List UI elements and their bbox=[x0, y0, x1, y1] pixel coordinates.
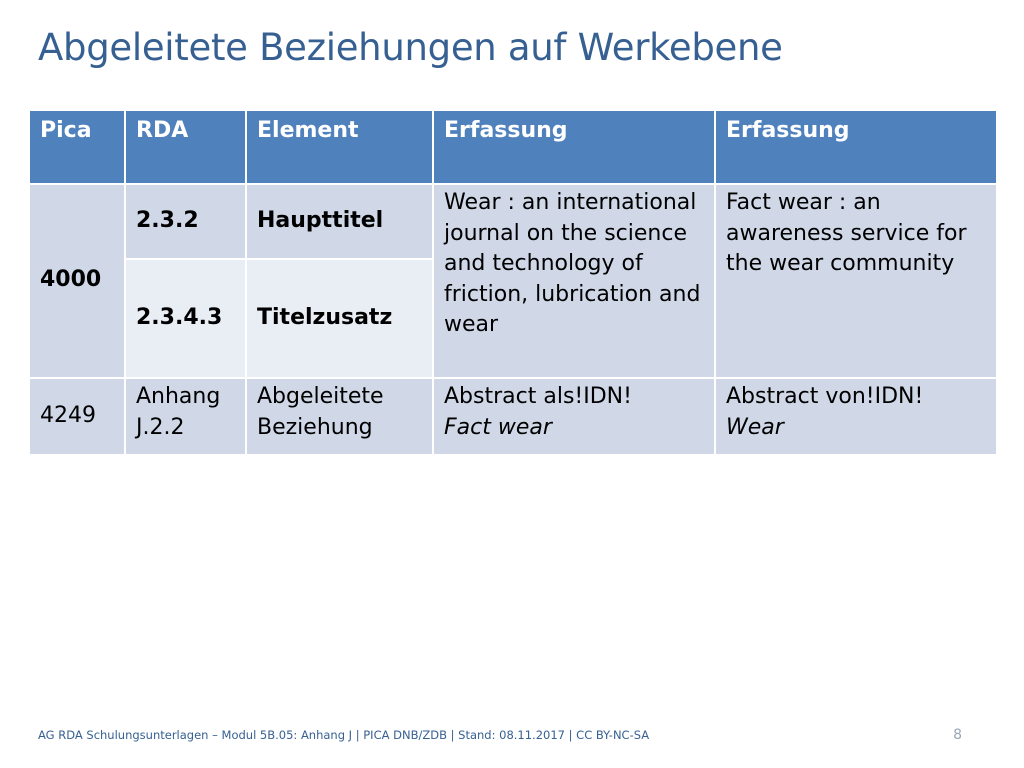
abstract-als-title: Fact wear bbox=[444, 414, 552, 440]
abstract-von-title: Wear bbox=[726, 414, 784, 440]
header-element: Element bbox=[246, 110, 433, 184]
cell-rda-titelzusatz: 2.3.4.3 bbox=[125, 259, 246, 378]
cell-erfassung-abstract-als bbox=[433, 378, 715, 455]
cell-rda-haupttitel: 2.3.2 bbox=[125, 184, 246, 259]
header-erfassung-2: Erfassung bbox=[715, 110, 997, 184]
cell-element-titelzusatz: Titelzusatz bbox=[246, 259, 433, 378]
table-header-row bbox=[29, 110, 997, 184]
abstract-von-text: Abstract von!IDN! bbox=[726, 384, 924, 409]
cell-pica-4000: 4000 bbox=[29, 184, 125, 378]
cell-rda-anhang: Anhang J.2.2 bbox=[125, 378, 246, 455]
cell-erfassung-wear: Wear : an international journal on the science and technology of friction, lubrication and wear bbox=[433, 184, 715, 378]
table-row bbox=[29, 378, 997, 455]
cell-element-abgeleitete-beziehung: Abgeleitete Beziehung bbox=[246, 378, 433, 455]
slide-title: Abgeleitete Beziehungen auf Werkebene bbox=[38, 26, 783, 69]
table-row bbox=[29, 184, 997, 259]
page-number: 8 bbox=[953, 727, 962, 743]
relationship-table bbox=[28, 109, 998, 456]
header-rda: RDA bbox=[125, 110, 246, 184]
cell-pica-4249: 4249 bbox=[29, 378, 125, 455]
cell-element-haupttitel: Haupttitel bbox=[246, 184, 433, 259]
slide-footer: AG RDA Schulungsunterlagen – Modul 5B.05: Anhang J | PICA DNB/ZDB | Stand: 08.11.2017 | CC BY-NC-SA bbox=[38, 728, 650, 742]
header-erfassung-1: Erfassung bbox=[433, 110, 715, 184]
cell-erfassung-fact-wear: Fact wear : an awareness service for the wear community bbox=[715, 184, 997, 378]
abstract-als-text: Abstract als!IDN! bbox=[444, 384, 632, 409]
header-pica: Pica bbox=[29, 110, 125, 184]
cell-erfassung-abstract-von bbox=[715, 378, 997, 455]
